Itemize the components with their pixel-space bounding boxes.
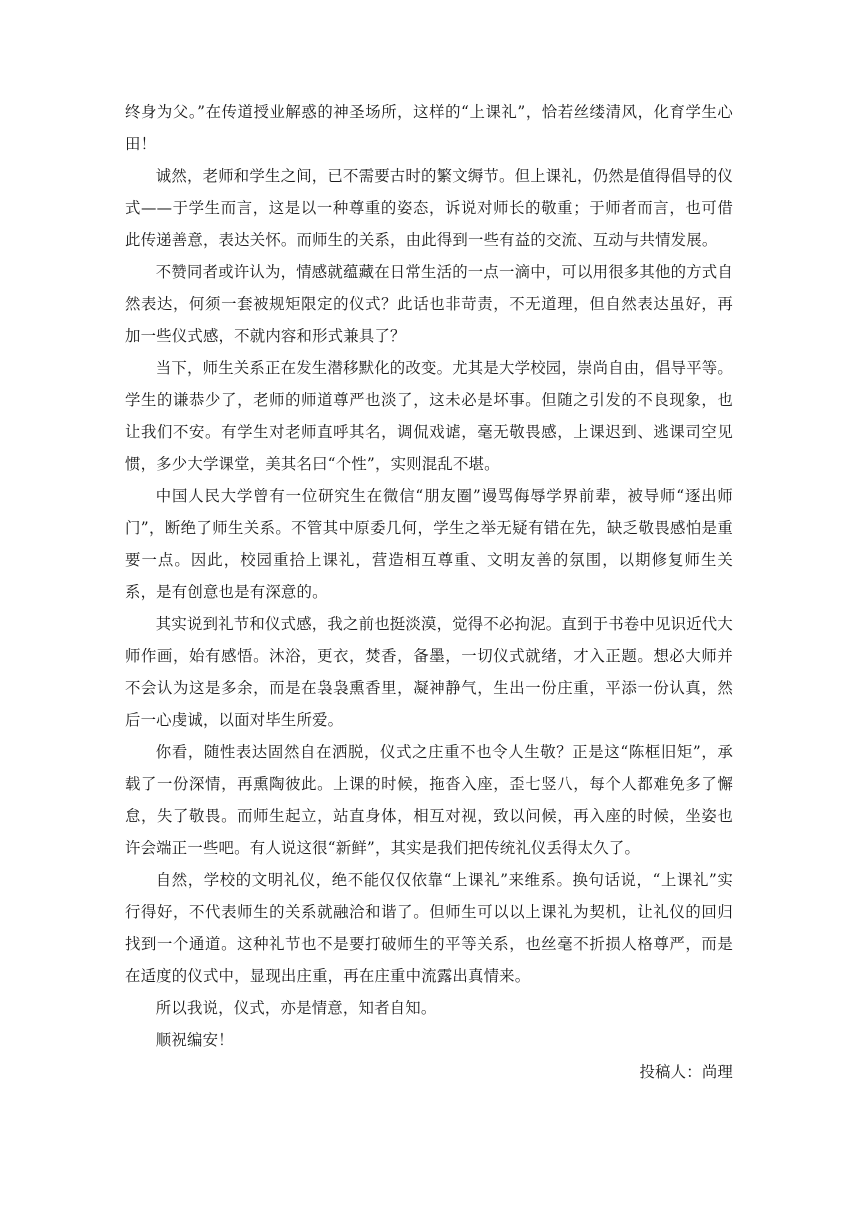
paragraph-continuation: 终身为父。”在传道授业解惑的神圣场所，这样的“上课礼”，恰若丝缕清风，化育学生心田！	[125, 103, 733, 153]
paragraph: 诚然，老师和学生之间，已不需要古时的繁文缛节。但上课礼，仍然是值得倡导的仪式——于学生而言，这是以一种尊重的姿态，诉说对师长的敬重；于师者而言，也可借此传递善意，表达关怀。而师生的关系，由此得到一些有益的交流、互动与共情发展。	[125, 167, 733, 249]
letter-body	[125, 96, 733, 1088]
author-signature: 投稿人：尚理	[639, 1063, 733, 1081]
paragraph: 你看，随性表达固然自在洒脱，仪式之庄重不也令人生敬？正是这“陈框旧矩”，承载了一份深情，再熏陶彼此。上课的时候，拖沓入座，歪七竖八，每个人都难免多了懈怠，失了敬畏。而师生起立，站直身体，相互对视，致以问候，再入座的时候，坐姿也许会端正一些吧。有人说这很“新鲜”，其实是我们把传统礼仪丢得太久了。	[125, 743, 733, 857]
paragraph: 中国人民大学曾有一位研究生在微信“朋友圈”谩骂侮辱学界前辈，被导师“逐出师门”，断绝了师生关系。不管其中原委几何，学生之举无疑有错在先，缺乏敬畏感怕是重要一点。因此，校园重拾上课礼，营造相互尊重、文明友善的氛围，以期修复师生关系，是有创意也是有深意的。	[125, 487, 733, 601]
paragraph: 其实说到礼节和仪式感，我之前也挺淡漠，觉得不必拘泥。直到于书卷中见识近代大师作画，始有感悟。沐浴，更衣，焚香，备墨，一切仪式就绪，才入正题。想必大师并不会认为这是多余，而是在袅袅熏香里，凝神静气，生出一份庄重，平添一份认真，然后一心虔诚，以面对毕生所爱。	[125, 615, 733, 729]
paragraph: 当下，师生关系正在发生潜移默化的改变。尤其是大学校园，崇尚自由，倡导平等。学生的谦恭少了，老师的师道尊严也淡了，这未必是坏事。但随之引发的不良现象，也让我们不安。有学生对老师直呼其名，调侃戏谑，毫无敬畏感，上课迟到、逃课司空见惯，多少大学课堂，美其名曰“个性”，实则混乱不堪。	[125, 359, 733, 473]
paragraph: 不赞同者或许认为，情感就蕴藏在日常生活的一点一滴中，可以用很多其他的方式自然表达，何须一套被规矩限定的仪式？此话也非苛责，不无道理，但自然表达虽好，再加一些仪式感，不就内容和形式兼具了？	[125, 263, 733, 345]
paragraph-conclusion: 所以我说，仪式，亦是情意，知者自知。	[155, 999, 437, 1017]
paragraph: 自然，学校的文明礼仪，绝不能仅仅依靠“上课礼”来维系。换句话说，“上课礼”实行得好，不代表师生的关系就融洽和谐了。但师生可以以上课礼为契机，让礼仪的回归找到一个通道。这种礼节也不是要打破师生的平等关系，也丝毫不折损人格尊严，而是在适度的仪式中，显现出庄重，再在庄重中流露出真情来。	[125, 871, 733, 985]
closing-salutation: 顺祝编安！	[155, 1031, 234, 1049]
